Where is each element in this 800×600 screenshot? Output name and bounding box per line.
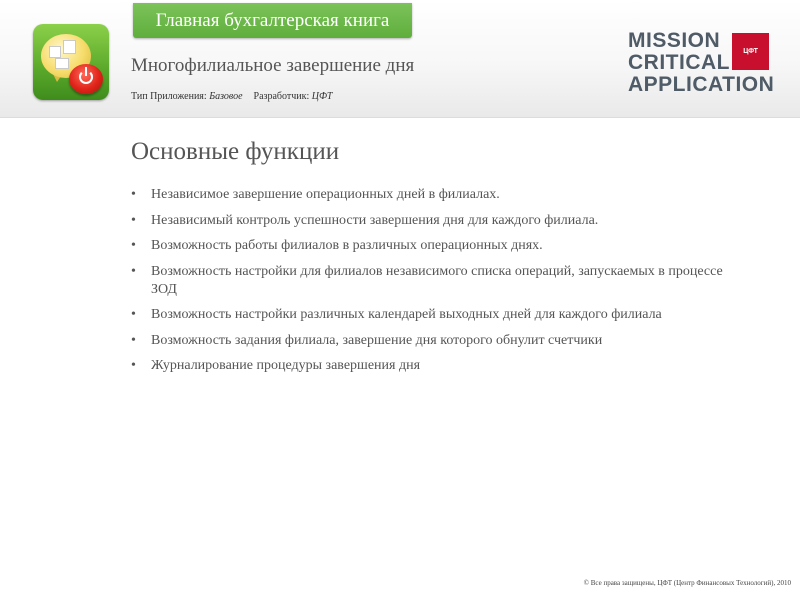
building-icon bbox=[63, 40, 76, 54]
feature-list bbox=[131, 186, 741, 383]
list-item bbox=[131, 357, 741, 375]
list-item bbox=[131, 332, 741, 350]
list-item bbox=[131, 212, 741, 230]
list-item-text: Журналирование процедуры завершения дня bbox=[151, 358, 421, 373]
bullet-icon: • bbox=[131, 263, 136, 279]
bullet-icon: • bbox=[131, 187, 136, 202]
list-item bbox=[131, 186, 741, 204]
list-item-text: Возможность работы филиалов в различных операционных днях. bbox=[151, 238, 543, 253]
section-heading: Основные функции bbox=[131, 138, 340, 165]
type-label: Тип Приложения: bbox=[131, 91, 207, 102]
bullet-icon: • bbox=[131, 212, 136, 228]
app-meta bbox=[131, 91, 332, 102]
list-item bbox=[131, 237, 741, 255]
footer-copyright: © Все права защищены, ЦФТ (Центр Финансовых Технологий), 2010 bbox=[583, 579, 791, 587]
title-tab: Главная бухгалтерская книга bbox=[133, 3, 412, 38]
list-item bbox=[131, 263, 741, 299]
list-item bbox=[131, 306, 741, 324]
bullet-icon: • bbox=[131, 238, 136, 253]
list-item-text: Возможность задания филиала, завершение дня которого обнулит счетчики bbox=[151, 332, 603, 348]
brand-line-1: MISSION bbox=[628, 29, 721, 52]
list-item-text: Возможность настройки различных календарей выходных дней для каждого филиала bbox=[151, 307, 662, 322]
list-item-text: Независимый контроль успешности завершения дня для каждого филиала. bbox=[151, 212, 599, 228]
type-value: Базовое bbox=[209, 91, 243, 102]
developer-label: Разработчик: bbox=[253, 91, 310, 102]
building-icon bbox=[49, 46, 61, 58]
bullet-icon: • bbox=[131, 358, 136, 373]
brand-line-3: APPLICATION bbox=[628, 73, 775, 96]
page-subtitle: Многофилиальное завершение дня bbox=[131, 55, 415, 76]
list-item-text: Независимое завершение операционных дней в филиалах. bbox=[151, 187, 500, 202]
brand-badge: ЦФТ bbox=[732, 33, 769, 70]
building-icon bbox=[55, 58, 69, 69]
developer-value: ЦФТ bbox=[311, 91, 333, 102]
list-item-text: Возможность настройки для филиалов независимого списка операций, запускаемых в процессе ЗОД bbox=[151, 263, 723, 297]
power-symbol-line bbox=[85, 67, 87, 76]
bullet-icon: • bbox=[131, 332, 136, 348]
app-icon bbox=[33, 24, 109, 100]
bullet-icon: • bbox=[131, 307, 136, 322]
brand-line-2: CRITICAL bbox=[628, 51, 730, 74]
